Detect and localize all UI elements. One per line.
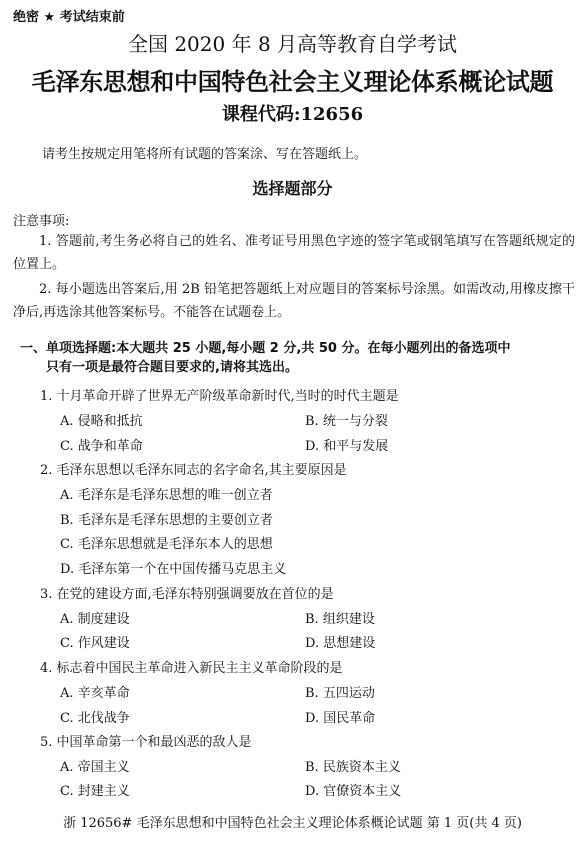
question-3-option-b: B. 组织建设 (305, 612, 375, 627)
page-footer: 浙 12656# 毛泽东思想和中国特色社会主义理论体系概论试题 第 1 页(共 4 页) (63, 816, 522, 831)
question-4-option-a: A. 辛亥革命 (60, 686, 130, 701)
question-2-option-b: B. 毛泽东是毛泽东思想的主要创立者 (60, 513, 273, 528)
question-1-option-c: C. 战争和革命 (60, 439, 143, 454)
attention-heading: 注意事项: (13, 214, 70, 229)
attention-item-1: 1. 答题前,考生务必将自己的姓名、准考证号用黑色字迹的签字笔或钢笔填写在答题纸规定的位置上。 (13, 234, 575, 272)
section-title: 选择题部分 (252, 179, 333, 198)
answer-notice: 请考生按规定用笔将所有试题的答案涂、写在答题纸上。 (42, 147, 368, 162)
question-4-option-d: D. 国民革命 (305, 711, 376, 726)
question-3-option-a: A. 制度建设 (60, 612, 130, 627)
part-one-line-1: 一、单项选择题:本大题共 25 小题,每小题 2 分,共 50 分。在每小题列出的备选项中 (20, 341, 511, 356)
paper-title: 毛泽东思想和中国特色社会主义理论体系概论试题 (31, 68, 554, 96)
question-5-stem: 5. 中国革命第一个和最凶恶的敌人是 (40, 735, 252, 750)
question-1-stem: 1. 十月革命开辟了世界无产阶级革命新时代,当时的时代主题是 (40, 389, 399, 404)
question-2-option-d: D. 毛泽东第一个在中国传播马克思主义 (60, 562, 287, 577)
exam-title: 全国 2020 年 8 月高等教育自学考试 (127, 32, 458, 56)
question-5-option-c: C. 封建主义 (60, 784, 130, 799)
question-3-stem: 3. 在党的建设方面,毛泽东特别强调要放在首位的是 (40, 587, 334, 602)
question-2-option-a: A. 毛泽东是毛泽东思想的唯一创立者 (60, 488, 273, 503)
question-1-option-b: B. 统一与分裂 (305, 414, 388, 429)
question-5-option-d: D. 官僚资本主义 (305, 784, 402, 799)
part-one-line-2: 只有一项是最符合题目要求的,请将其选出。 (46, 360, 298, 375)
question-4-option-b: B. 五四运动 (305, 686, 375, 701)
part-one-instructions (20, 339, 510, 377)
question-1-option-d: D. 和平与发展 (305, 439, 389, 454)
question-4-stem: 4. 标志着中国民主革命进入新民主主义革命阶段的是 (40, 661, 343, 676)
question-3-option-d: D. 思想建设 (305, 636, 376, 651)
question-3-option-c: C. 作风建设 (60, 636, 130, 651)
question-2-option-c: C. 毛泽东思想就是毛泽东本人的思想 (60, 537, 273, 552)
question-4-option-c: C. 北伐战争 (60, 711, 130, 726)
question-2-stem: 2. 毛泽东思想以毛泽东同志的名字命名,其主要原因是 (40, 463, 347, 478)
question-5-option-b: B. 民族资本主义 (305, 760, 401, 775)
attention-item-2: 2. 每小题选出答案后,用 2B 铅笔把答题纸上对应题目的答案标号涂黑。如需改动,用橡皮擦干净后,再选涂其他答案标号。不能答在试题卷上。 (13, 282, 575, 320)
question-5-option-a: A. 帝国主义 (60, 760, 130, 775)
course-code: 课程代码:12656 (221, 104, 364, 125)
secret-label: 绝密 ★ 考试结束前 (13, 10, 125, 25)
question-1-option-a: A. 侵略和抵抗 (60, 414, 143, 429)
